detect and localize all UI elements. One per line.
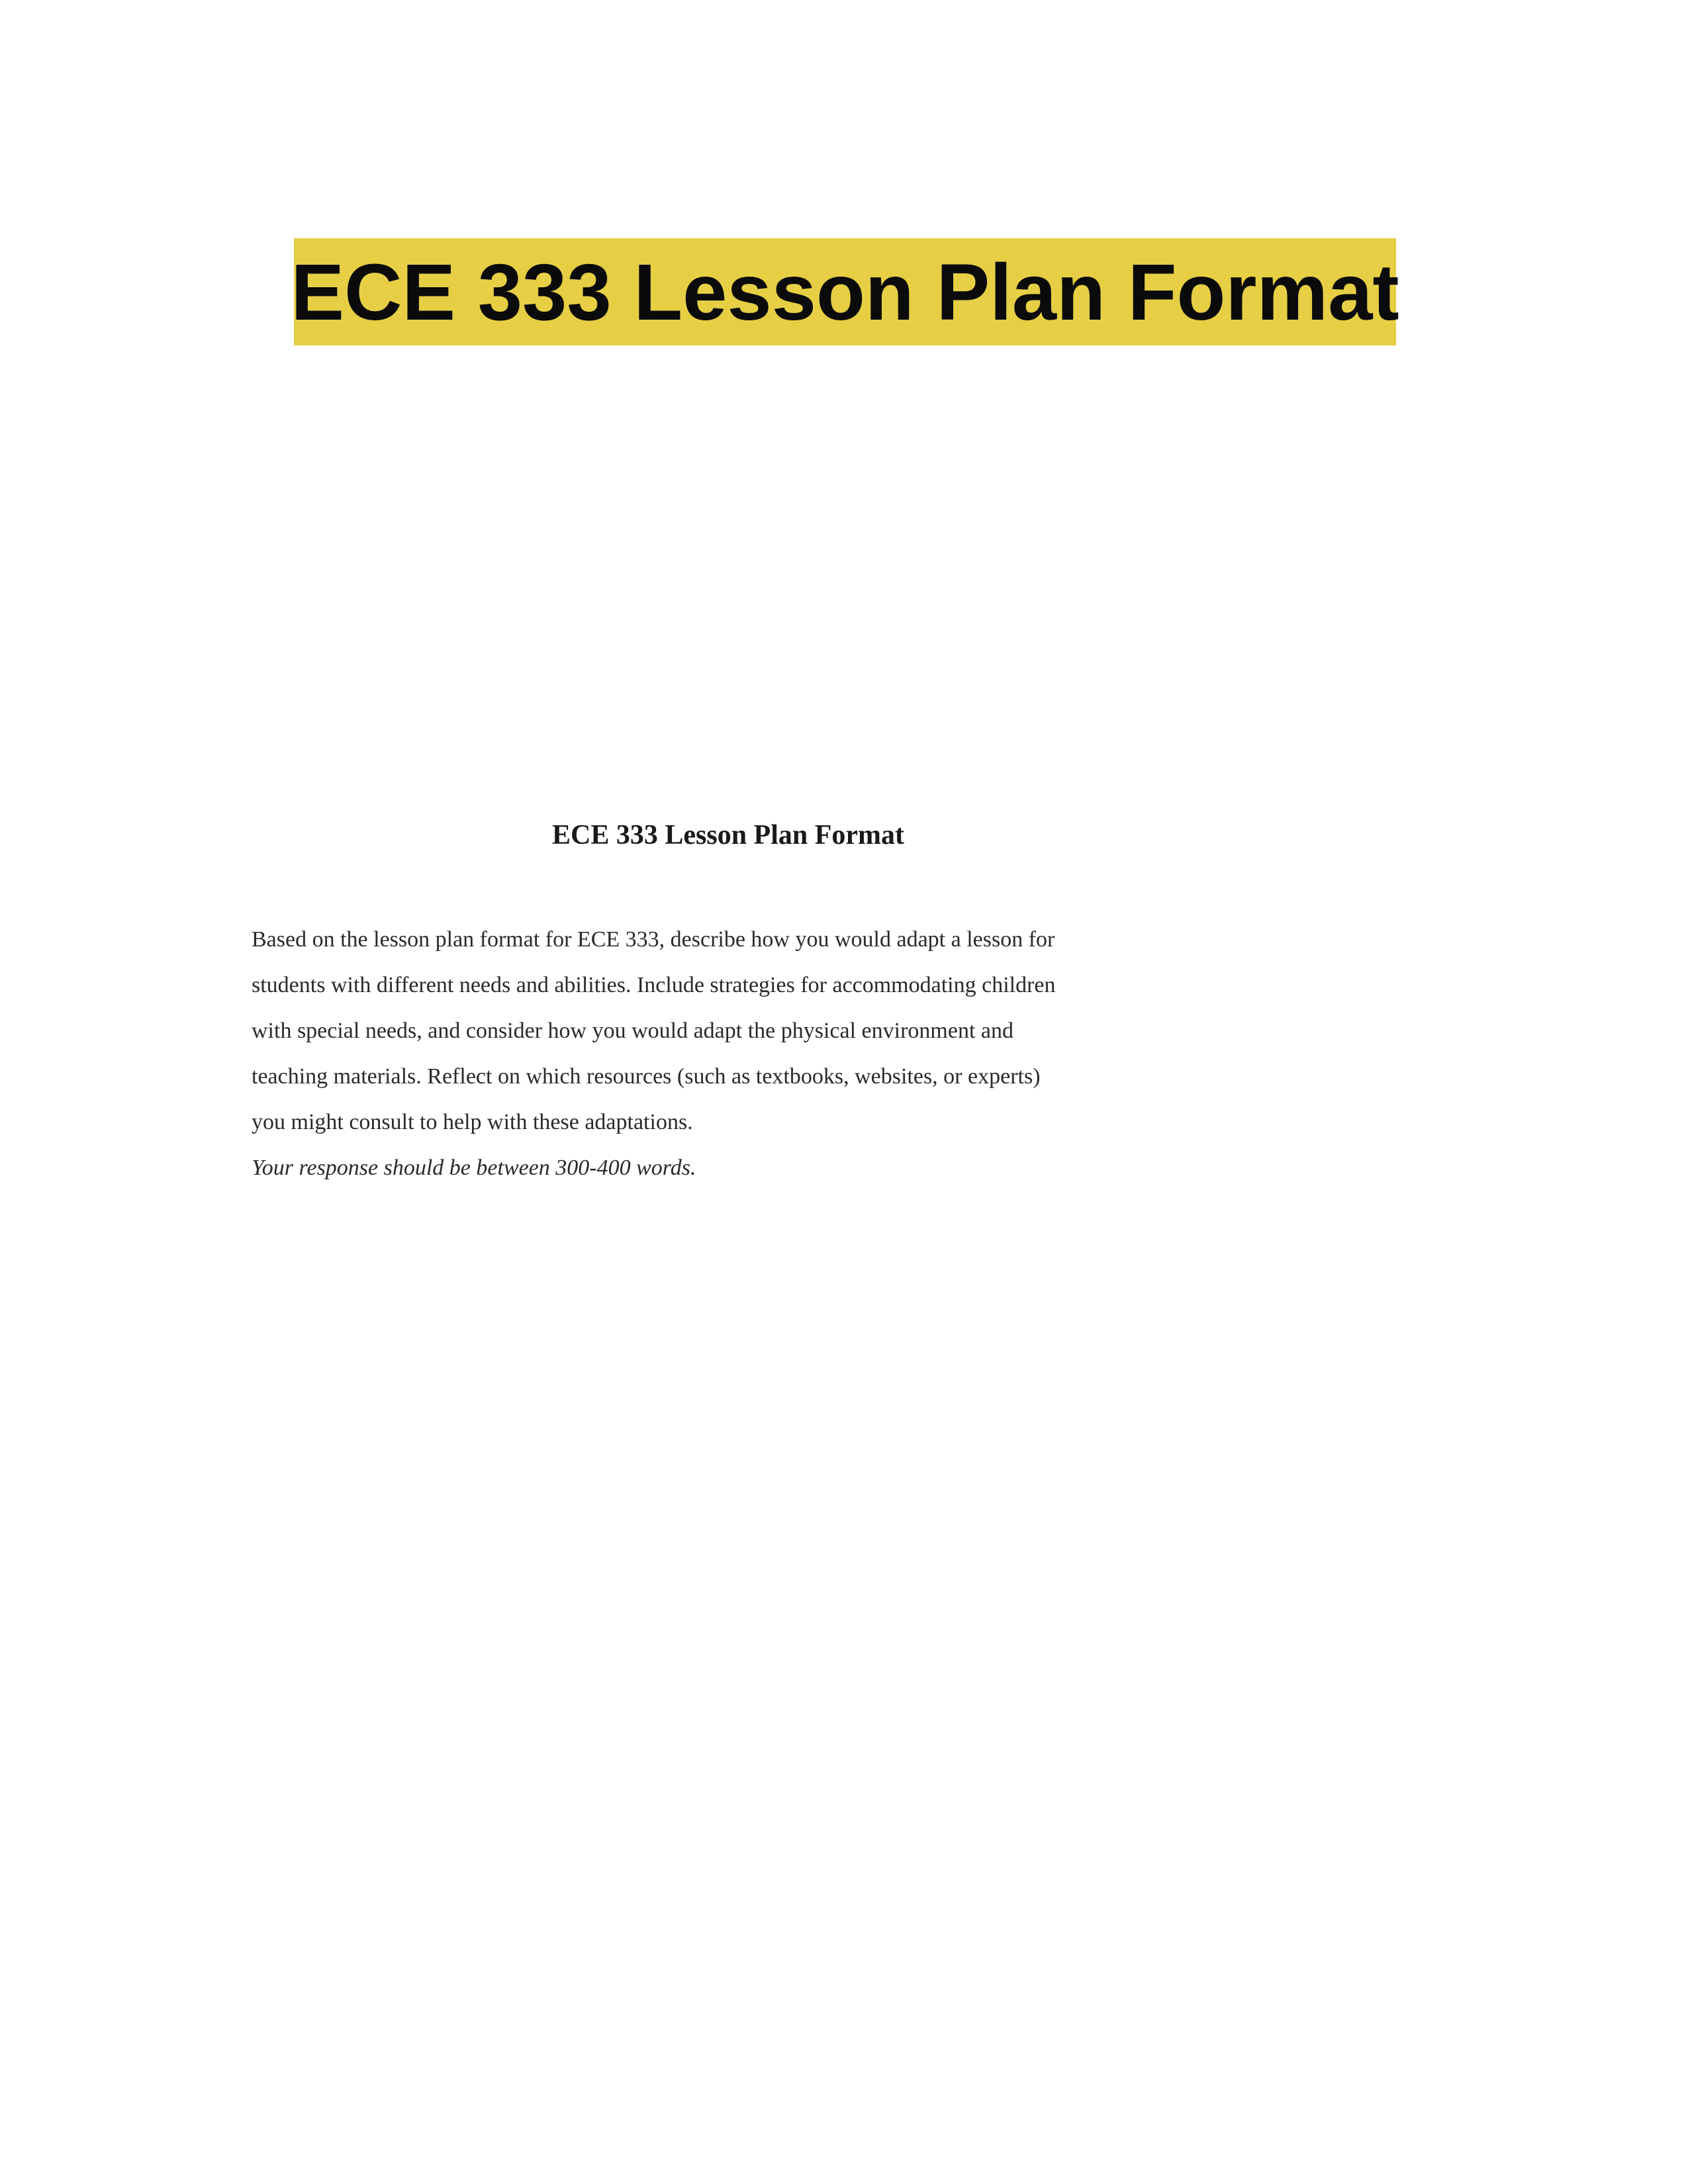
document-body [252,917,1205,1191]
document-title: ECE 333 Lesson Plan Format [551,820,904,850]
title-banner [291,238,1399,345]
body-line: Based on the lesson plan format for ECE 333, describe how you would adapt a lesson for [252,927,1055,952]
body-line: with special needs, and consider how you would adapt the physical environment and [252,1019,1013,1043]
body-line: students with different needs and abilities. Include strategies for accommodating children [252,973,1056,997]
word-count-note: Your response should be between 300-400 words. [252,1156,696,1180]
body-line: you might consult to help with these adaptations. [252,1110,693,1134]
banner-title: ECE 333 Lesson Plan Format [291,246,1399,337]
document-excerpt [252,807,1205,1205]
body-line: teaching materials. Reflect on which resources (such as textbooks, websites, or experts) [252,1064,1041,1089]
